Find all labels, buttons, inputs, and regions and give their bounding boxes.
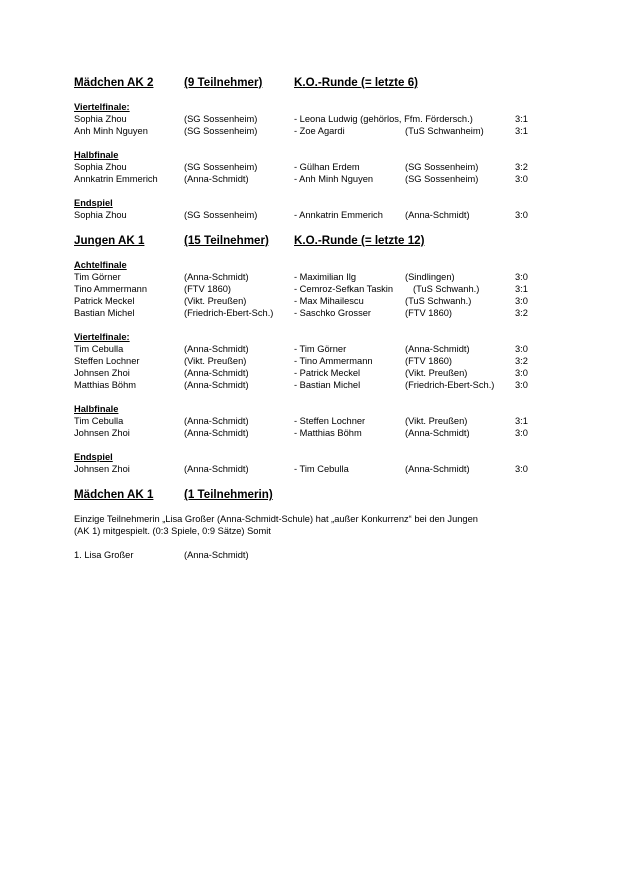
player-2: - Matthias Böhm (294, 428, 362, 438)
match-row (0, 463, 620, 476)
player-1: Anh Minh Nguyen (74, 126, 148, 136)
player-2: - Tim Cebulla (294, 464, 349, 474)
score: 3:2 (515, 356, 528, 366)
club-1: (Anna-Schmidt) (184, 368, 249, 378)
player-2: - Anh Minh Nguyen (294, 174, 374, 184)
section-heading-participants: (15 Teilnehmer) (184, 234, 269, 247)
player-2: - Annkatrin Emmerich (294, 210, 383, 220)
club-2: (Friedrich-Ebert-Sch.) (405, 380, 495, 390)
note-line (0, 525, 620, 538)
round-title: Viertelfinale: (74, 102, 130, 112)
club-2: (FTV 1860) (405, 308, 453, 318)
score: 3:0 (515, 368, 528, 378)
club-2: (TuS Schwanh.) (413, 284, 480, 294)
club-1: (Vikt. Preußen) (184, 296, 247, 306)
player-1: Matthias Böhm (74, 380, 137, 390)
player-1: Johnsen Zhoi (74, 428, 130, 438)
score: 3:1 (515, 114, 528, 124)
score: 3:0 (515, 380, 528, 390)
player-2: - Tino Ammermann (294, 356, 373, 366)
section-heading-participants: (1 Teilnehmerin) (184, 488, 273, 501)
score: 3:0 (515, 272, 528, 282)
match-row (0, 209, 620, 222)
score: 3:0 (515, 210, 528, 220)
section-heading-title: Jungen AK 1 (74, 234, 145, 247)
section-heading-round: K.O.-Runde (= letzte 6) (294, 76, 418, 89)
round-title: Endspiel (74, 452, 113, 462)
club-1: (Anna-Schmidt) (184, 380, 249, 390)
section-heading-title: Mädchen AK 2 (74, 76, 154, 89)
score: 3:1 (515, 126, 528, 136)
player-2: - Gülhan Erdem (294, 162, 360, 172)
club-1: (SG Sossenheim) (184, 210, 258, 220)
ranking-club: (Anna-Schmidt) (184, 550, 249, 560)
player-1: Sophia Zhou (74, 162, 127, 172)
score: 3:2 (515, 308, 528, 318)
club-1: (Anna-Schmidt) (184, 464, 249, 474)
player-2: - Leona Ludwig (gehörlos, Ffm. Fördersch.) (294, 114, 473, 124)
club-2: (SG Sossenheim) (405, 162, 479, 172)
player-2: - Saschko Grosser (294, 308, 371, 318)
player-2: - Cemroz-Sefkan Taskin (294, 284, 394, 294)
score: 3:0 (515, 464, 528, 474)
player-1: Patrick Meckel (74, 296, 135, 306)
section-heading-title: Mädchen AK 1 (74, 488, 154, 501)
club-1: (Anna-Schmidt) (184, 416, 249, 426)
player-2: - Zoe Agardi (294, 126, 345, 136)
ranking-row (0, 549, 620, 562)
note-text: (AK 1) mitgespielt. (0:3 Spiele, 0:9 Sätze) Somit (74, 526, 271, 536)
score: 3:1 (515, 416, 528, 426)
match-row (0, 379, 620, 392)
club-2: (TuS Schwanh.) (405, 296, 472, 306)
round-title: Halbfinale (74, 404, 119, 414)
club-1: (Anna-Schmidt) (184, 344, 249, 354)
player-1: Sophia Zhou (74, 210, 127, 220)
score: 3:0 (515, 296, 528, 306)
player-1: Bastian Michel (74, 308, 135, 318)
club-2: (Vikt. Preußen) (405, 368, 468, 378)
club-1: (Vikt. Preußen) (184, 356, 247, 366)
club-1: (Anna-Schmidt) (184, 272, 249, 282)
player-2: - Maximilian Ilg (294, 272, 356, 282)
round-title: Viertelfinale: (74, 332, 130, 342)
match-row (0, 427, 620, 440)
player-2: - Patrick Meckel (294, 368, 361, 378)
match-row (0, 125, 620, 138)
player-1: Sophia Zhou (74, 114, 127, 124)
match-row (0, 173, 620, 186)
round-title: Endspiel (74, 198, 113, 208)
club-1: (Anna-Schmidt) (184, 428, 249, 438)
club-2: (SG Sossenheim) (405, 174, 479, 184)
club-2: (Anna-Schmidt) (405, 210, 470, 220)
club-2: (FTV 1860) (405, 356, 453, 366)
player-1: Tim Görner (74, 272, 121, 282)
club-1: (SG Sossenheim) (184, 162, 258, 172)
round-title: Achtelfinale (74, 260, 127, 270)
score: 3:2 (515, 162, 528, 172)
match-row (0, 307, 620, 320)
score: 3:0 (515, 174, 528, 184)
score: 3:0 (515, 344, 528, 354)
player-1: Steffen Lochner (74, 356, 140, 366)
club-2: (Anna-Schmidt) (405, 464, 470, 474)
club-1: (SG Sossenheim) (184, 114, 258, 124)
club-2: (Anna-Schmidt) (405, 428, 470, 438)
section-heading-participants: (9 Teilnehmer) (184, 76, 263, 89)
player-2: - Max Mihailescu (294, 296, 364, 306)
player-1: Tim Cebulla (74, 344, 124, 354)
player-2: - Tim Görner (294, 344, 347, 354)
section-heading-round: K.O.-Runde (= letzte 12) (294, 234, 425, 247)
club-2: (Anna-Schmidt) (405, 344, 470, 354)
club-1: (Friedrich-Ebert-Sch.) (184, 308, 274, 318)
ranking-place: 1. Lisa Großer (74, 550, 134, 560)
club-2: (Vikt. Preußen) (405, 416, 468, 426)
player-1: Johnsen Zhoi (74, 368, 130, 378)
club-1: (SG Sossenheim) (184, 126, 258, 136)
note-text: Einzige Teilnehmerin „Lisa Großer (Anna-Schmidt-Schule) hat „außer Konkurrenz“ bei den Jungen (74, 514, 478, 524)
player-1: Annkatrin Emmerich (74, 174, 158, 184)
round-title: Halbfinale (74, 150, 119, 160)
player-1: Johnsen Zhoi (74, 464, 130, 474)
player-1: Tino Ammermann (74, 284, 148, 294)
club-1: (Anna-Schmidt) (184, 174, 249, 184)
club-2: (TuS Schwanheim) (405, 126, 484, 136)
club-1: (FTV 1860) (184, 284, 232, 294)
player-2: - Steffen Lochner (294, 416, 366, 426)
score: 3:1 (515, 284, 528, 294)
player-1: Tim Cebulla (74, 416, 124, 426)
player-2: - Bastian Michel (294, 380, 361, 390)
score: 3:0 (515, 428, 528, 438)
club-2: (Sindlingen) (405, 272, 455, 282)
